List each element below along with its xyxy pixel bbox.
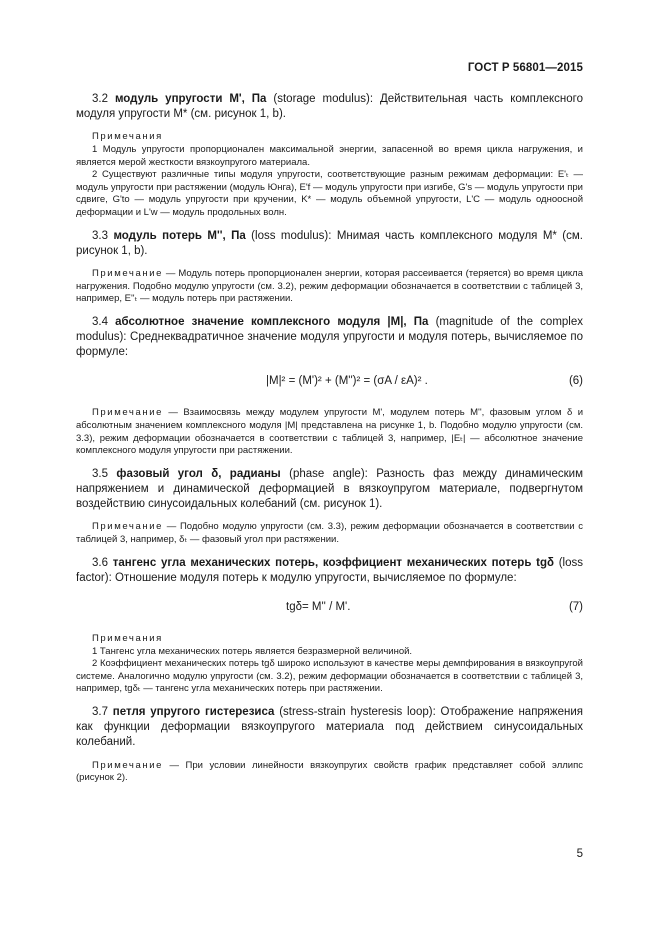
notes-heading: Примечания <box>92 131 163 143</box>
section-number: 3.6 <box>92 556 108 569</box>
formula-number: (7) <box>568 600 583 613</box>
note-1: 1 Тангенс угла механических потерь является безразмерной величиной. <box>92 645 413 657</box>
note-label: Примечание <box>92 521 163 533</box>
notes-heading: Примечания <box>92 632 163 644</box>
note <box>76 268 583 306</box>
page-content <box>76 92 583 794</box>
note-text: — Взаимосвязь между модулем упругости M', модулем потерь M'', фазовым углом δ и абсолютным значением комплексного модуля |M| представлена на рисунке 1, b. Подобно модулю упругости (см. 3.3), режим деформации обозначается в соответствии с таблицей 3, например, |Eₜ| — абсолютное значение комплексного модуля упругости при растяжении. <box>76 407 583 457</box>
definition: (magnitude of the complex modulus): Среднеквадратичное значение модуля упругости и модуля потерь, вычисляемое по формуле: <box>76 315 583 359</box>
formula-6 <box>76 369 583 399</box>
section-3-7 <box>76 705 583 751</box>
formula-expression: |M|² = (M')² + (M'')² = (σA / εA)² . <box>266 375 428 388</box>
note-1: 1 Модуль упругости пропорционален максимальной энергии, запасенной во время цикла нагружения, и является мерой жесткости вязкоупругого материала. <box>76 144 583 168</box>
section-3-4 <box>76 315 583 361</box>
definition: (phase angle): Разность фаз между динамическим напряжением и динамической деформацией в вязкоупругом материале, подвергнутом воздействию синусоидальных колебаний (см. рисунок 1). <box>76 467 583 511</box>
term: петля упругого гистерезиса <box>112 705 275 718</box>
section-number: 3.3 <box>92 229 108 242</box>
note-text: — Подобно модулю упругости (см. 3.3), режим деформации обозначается в соответствии с таблицей 3, например, δₜ — фазовый угол при растяжении. <box>76 521 583 545</box>
note-2: 2 Существуют различные типы модуля упругости, соответствующие разным режимам деформации: E'ₜ — модуль упругости при растяжении (модуль Юнга), E'f — модуль упругости при изгибе, G's — модуль упругости при сдвиге, G'tо — модуль упругости при кручении, K* — модуль объемной упругости, L'C — модуль одноосной деформации и L'w — модуль продольных волн. <box>76 169 583 218</box>
definition: (loss factor): Отношение модуля потерь к модулю упругости, вычисляемое по формуле: <box>76 556 584 584</box>
note <box>76 521 583 546</box>
definition: (storage modulus): Действительная часть комплексного модуля упругости M* (см. рисунок 1, b). <box>76 93 584 121</box>
section-number: 3.5 <box>92 467 108 480</box>
formula-expression: tgδ= M'' / M'. <box>286 600 351 613</box>
term: модуль потерь M'', Па <box>113 229 246 242</box>
note-2: 2 Коэффициент механических потерь tgδ широко используют в качестве меры демпфирования в вязкоупругой системе. Аналогично модулю упругости (см. 3.2), режим деформации обозначается в соответствии с таблицей 3, например, tgδₜ — тангенс угла механических потерь при растяжении. <box>76 658 583 695</box>
note-text: — Модуль потерь пропорционален энергии, которая рассеивается (теряется) во время цикла нагружения. Подобно модулю упругости (см. 3.2), режим деформации обозначается в соответствии с таблицей 3, например, E''ₜ — модуль потерь при растяжении. <box>76 267 583 305</box>
term: модуль упругости M', Па <box>114 93 267 105</box>
section-number: 3.4 <box>92 315 108 328</box>
section-3-2 <box>76 92 583 122</box>
section-3-3 <box>76 229 583 259</box>
note-text: — При условии линейности вязкоупругих свойств график представляет собой эллипс (рисунок 2). <box>76 759 583 784</box>
term: тангенс угла механических потерь, коэффициент механических потерь tgδ <box>112 556 554 569</box>
section-3-5 <box>76 467 583 513</box>
note-label: Примечание <box>92 407 163 419</box>
note <box>76 760 583 785</box>
definition: (stress-strain hysteresis loop): Отображение напряжения как функции деформации вязкоупругого материала под действием синусоидальных колебаний. <box>76 705 584 749</box>
term: абсолютное значение комплексного модуля |M|, Па <box>115 315 429 328</box>
section-number: 3.2 <box>92 93 108 105</box>
term: фазовый угол δ, радианы <box>116 467 281 480</box>
note-label: Примечание <box>92 759 163 771</box>
formula-7 <box>76 595 583 625</box>
section-number: 3.7 <box>92 705 108 718</box>
note <box>76 407 583 457</box>
document-code-header: ГОСТ Р 56801—2015 <box>467 62 583 74</box>
definition: (loss modulus): Мнимая часть комплексного модуля M* (см. рисунок 1, b). <box>76 229 583 257</box>
formula-number: (6) <box>568 375 583 388</box>
section-3-6 <box>76 556 583 586</box>
note-label: Примечание <box>92 267 163 279</box>
page-number: 5 <box>576 848 583 860</box>
